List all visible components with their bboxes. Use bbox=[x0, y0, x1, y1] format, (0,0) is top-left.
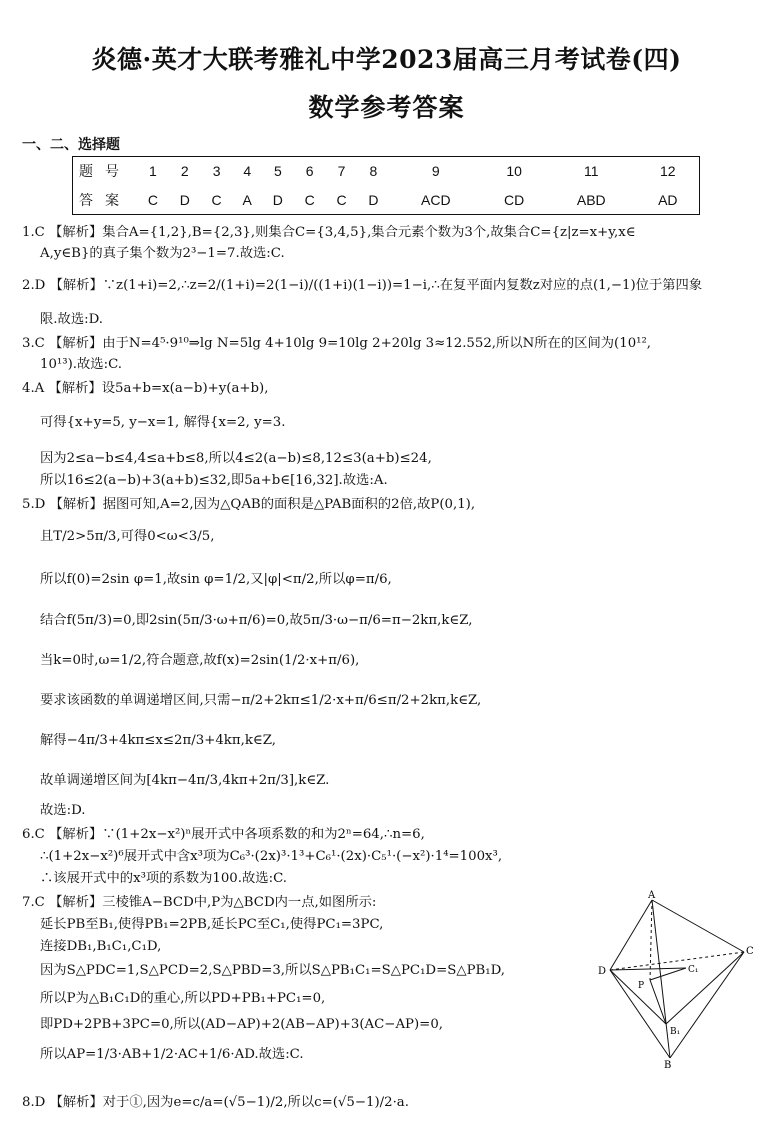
solution-line: 6.C 【解析】∵(1+2x−x²)ⁿ展开式中各项系数的和为2ⁿ=64,∴n=6, bbox=[22, 827, 425, 842]
solution-line: 当k=0时,ω=1/2,符合题意,故f(x)=2sin(1/2·x+π/6), bbox=[40, 653, 360, 668]
table-cell: ACD bbox=[421, 191, 451, 208]
table-cell: 11 bbox=[584, 163, 599, 180]
solution-line: 2.D 【解析】∵z(1+i)=2,∴z=2/(1+i)=2(1−i)/((1+i)(1−i))=1−i,∴在复平面内复数z对应的点(1,−1)位于第四象 bbox=[22, 278, 703, 293]
exam-title: 炎德·英才大联考雅礼中学2023届高三月考试卷(四) bbox=[91, 45, 682, 74]
row-label-number: 题号 bbox=[79, 164, 131, 181]
table-cell: 12 bbox=[660, 163, 676, 180]
solution-line: 延长PB至B₁,使得PB₁=2PB,延长PC至C₁,使得PC₁=3PC, bbox=[40, 917, 384, 932]
table-cell: 9 bbox=[431, 163, 440, 180]
table-cell: 5 bbox=[273, 163, 282, 180]
answer-row bbox=[73, 186, 700, 215]
table-cell: C bbox=[336, 191, 347, 208]
point-label: P bbox=[638, 981, 645, 991]
solution-line: 且T/2>5π/3,可得0<ω<3/5, bbox=[40, 529, 215, 544]
table-cell: 7 bbox=[337, 163, 346, 180]
table-cell: 10 bbox=[506, 163, 522, 180]
table-cell: 2 bbox=[180, 163, 189, 180]
point-label: C₁ bbox=[688, 965, 699, 975]
solution-line: 1.C 【解析】集合A={1,2},B={2,3},则集合C={3,4,5},集合元素个数为3个,故集合C={z|z=x+y,x∈ bbox=[22, 225, 636, 240]
table-cell: ABD bbox=[576, 191, 606, 208]
solution-line: 因为2≤a−b≤4,4≤a+b≤8,所以4≤2(a−b)≤8,12≤3(a+b)≤24, bbox=[40, 451, 432, 466]
table-cell: D bbox=[179, 191, 190, 208]
solution-line: ∴该展开式中的x³项的系数为100.故选:C. bbox=[40, 871, 287, 886]
table-cell: 1 bbox=[149, 163, 157, 180]
tetrahedron-diagram bbox=[590, 888, 760, 1068]
answer-key-heading: 数学参考答案 bbox=[308, 93, 465, 122]
point-label: B₁ bbox=[670, 1027, 681, 1037]
table-cell: C bbox=[147, 191, 158, 208]
solution-line: 可得{x+y=5, y−x=1, 解得{x=2, y=3. bbox=[40, 415, 286, 430]
solution-line: 4.A 【解析】设5a+b=x(a−b)+y(a+b), bbox=[22, 381, 269, 396]
table-cell: A bbox=[242, 191, 252, 208]
table-cell: D bbox=[368, 191, 379, 208]
question-number-row bbox=[73, 157, 700, 186]
solution-line: 要求该函数的单调递增区间,只需−π/2+2kπ≤1/2·x+π/6≤π/2+2kπ,k∈Z, bbox=[40, 693, 482, 708]
solution-line: 5.D 【解析】据图可知,A=2,因为△QAB的面积是△PAB面积的2倍,故P(0,1), bbox=[22, 497, 476, 512]
solution-line: 故单调递增区间为[4kπ−4π/3,4kπ+2π/3],k∈Z. bbox=[40, 773, 330, 788]
solution-line: 解得−4π/3+4kπ≤x≤2π/3+4kπ,k∈Z, bbox=[40, 733, 276, 748]
solution-line: 所以AP=1/3·AB+1/2·AC+1/6·AD.故选:C. bbox=[40, 1047, 304, 1062]
vertex-label: B bbox=[664, 1060, 672, 1068]
solution-line: 即PD+2PB+3PC=0,所以(AD−AP)+2(AB−AP)+3(AC−AP)=0, bbox=[40, 1017, 444, 1032]
solution-line: 8.D 【解析】对于①,因为e=c/a=(√5−1)/2,所以c=(√5−1)/2·a. bbox=[22, 1095, 409, 1110]
table-cell: CD bbox=[504, 191, 525, 208]
solution-line: 故选:D. bbox=[40, 803, 86, 818]
table-cell: C bbox=[304, 191, 315, 208]
solution-line: 结合f(5π/3)=0,即2sin(5π/3·ω+π/6)=0,故5π/3·ω−π/6=π−2kπ,k∈Z, bbox=[40, 613, 473, 628]
solution-line: 所以16≤2(a−b)+3(a+b)≤32,即5a+b∈[16,32].故选:A. bbox=[40, 473, 388, 488]
solution-line: 连接DB₁,B₁C₁,C₁D, bbox=[40, 939, 162, 954]
vertex-label: C bbox=[746, 946, 754, 957]
solution-line: 因为S△PDC=1,S△PCD=2,S△PBD=3,所以S△PB₁C₁=S△PC₁D=S△PB₁D, bbox=[40, 963, 506, 978]
solution-line: 所以P为△B₁C₁D的重心,所以PD+PB₁+PC₁=0, bbox=[40, 991, 326, 1006]
row-label-answer: 答案 bbox=[79, 192, 131, 209]
solution-line: 3.C 【解析】由于N=4⁵·9¹⁰⇒lg N=5lg 4+10lg 9=10lg 2+20lg 3≈12.552,所以N所在的区间为(10¹², bbox=[22, 336, 652, 351]
table-cell: 6 bbox=[305, 163, 314, 180]
table-cell: 3 bbox=[212, 163, 221, 180]
section-heading: 一、二、选择题 bbox=[22, 137, 120, 153]
vertex-label: A bbox=[648, 890, 656, 901]
table-cell: D bbox=[272, 191, 283, 208]
table-cell: 8 bbox=[369, 163, 378, 180]
solution-line: 所以f(0)=2sin φ=1,故sin φ=1/2,又|φ|<π/2,所以φ=π/6, bbox=[40, 572, 392, 587]
table-cell: C bbox=[211, 191, 222, 208]
solution-line: 限.故选:D. bbox=[40, 312, 104, 327]
answer-table bbox=[72, 156, 700, 215]
table-cell: 4 bbox=[243, 163, 252, 180]
vertex-label: D bbox=[598, 966, 607, 977]
solution-line: A,y∈B}的真子集个数为2³−1=7.故选:C. bbox=[40, 246, 285, 261]
table-cell: AD bbox=[658, 191, 678, 208]
solution-line: ∴(1+2x−x²)⁶展开式中含x³项为C₆³·(2x)³·1³+C₆¹·(2x)·C₅¹·(−x²)·1⁴=100x³, bbox=[40, 849, 503, 864]
solution-line: 10¹³).故选:C. bbox=[40, 357, 122, 372]
solution-line: 7.C 【解析】三棱锥A−BCD中,P为△BCD内一点,如图所示: bbox=[22, 895, 377, 910]
